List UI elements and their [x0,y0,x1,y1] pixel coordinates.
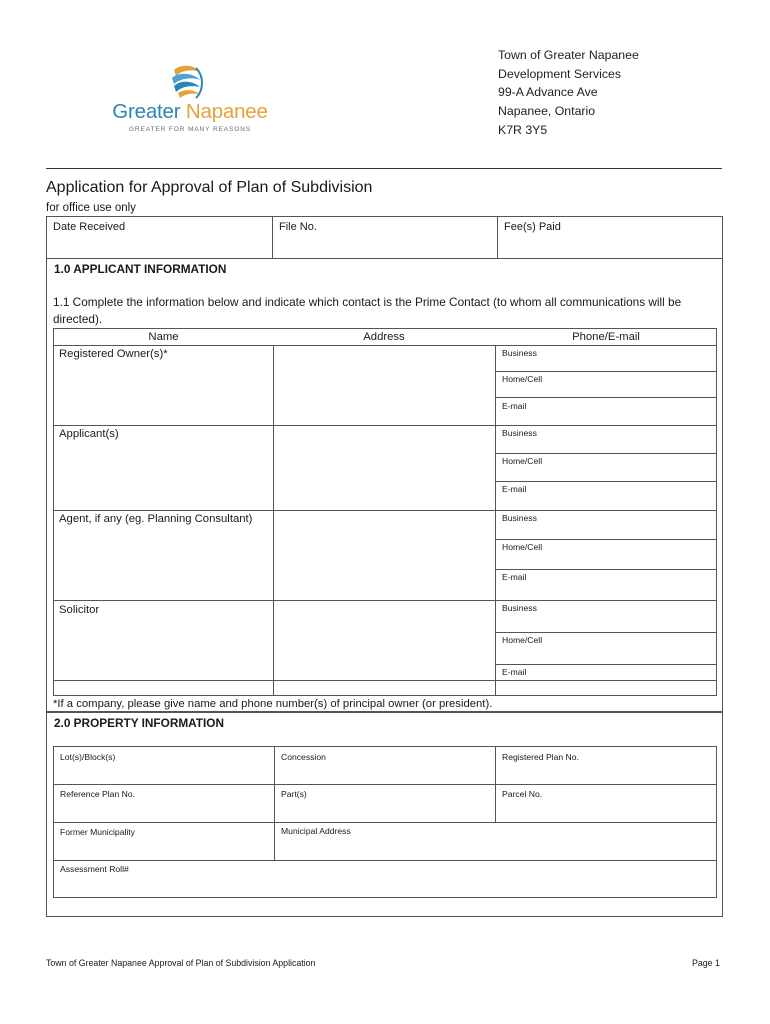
office-use-table [46,216,723,259]
sub-row-divider [495,632,717,633]
business-phone-field[interactable]: Business [502,428,537,438]
email-field[interactable]: E-mail [502,401,527,411]
file-no-field[interactable] [273,217,498,258]
business-phone-field[interactable]: Business [502,513,537,523]
fees-paid-field[interactable] [498,217,722,258]
address-line: Development Services [498,66,622,81]
sub-row-divider [495,539,717,540]
owner-address-field[interactable] [274,346,495,425]
row-divider [54,784,717,785]
sub-row-divider [495,453,717,454]
column-header-address: Address [363,331,405,343]
contact-label-owner: Registered Owner(s)* [59,348,168,360]
header-divider [46,168,722,169]
business-phone-field[interactable]: Business [502,603,537,613]
reference-plan-field[interactable]: Reference Plan No. [60,789,135,799]
field-label: Date Received [53,221,126,233]
sub-row-divider [495,397,717,398]
field-label: File No. [279,221,317,233]
former-municipality-field[interactable]: Former Municipality [60,827,135,837]
home-cell-field[interactable]: Home/Cell [502,456,543,466]
section-heading-applicant: 1.0 APPLICANT INFORMATION [54,262,227,276]
contact-label-applicant: Applicant(s) [59,428,119,440]
column-header-phone-email: Phone/E-mail [572,331,640,343]
section-heading-property: 2.0 PROPERTY INFORMATION [54,716,224,730]
row-divider [54,860,717,861]
logo-tagline: GREATER FOR MANY REASONS [128,126,252,133]
assessment-roll-field[interactable]: Assessment Roll# [60,864,129,874]
registered-plan-field[interactable]: Registered Plan No. [502,752,579,762]
municipal-address-field[interactable]: Municipal Address [281,826,351,836]
solicitor-address-field[interactable] [274,601,495,680]
page-number: Page 1 [692,958,720,968]
email-field[interactable]: E-mail [502,572,527,582]
email-field[interactable]: E-mail [502,667,527,677]
email-field[interactable]: E-mail [502,484,527,494]
sub-row-divider [495,664,717,665]
section-instructions: 1.1 Complete the information below and indicate which contact is the Prime Contact (to whom all communications will be directed). [53,295,682,326]
home-cell-field[interactable]: Home/Cell [502,635,543,645]
sub-row-divider [495,371,717,372]
row-divider [54,680,717,681]
town-logo [104,62,276,140]
owner-name-field[interactable] [54,346,273,425]
address-block [498,46,639,140]
home-cell-field[interactable]: Home/Cell [502,542,543,552]
address-line: K7R 3Y5 [498,122,548,137]
field-label: Fee(s) Paid [504,221,561,233]
concession-field[interactable]: Concession [281,752,326,762]
logo-word-greater: Greater [112,100,181,123]
page-title: Application for Approval of Plan of Subdivision [46,179,373,196]
address-line: Napanee, Ontario [498,104,596,119]
logo-wordmark [104,100,276,124]
row-divider [54,822,717,823]
parts-field[interactable]: Part(s) [281,789,307,799]
agent-address-field[interactable] [274,511,495,600]
address-line: Town of Greater Napanee [498,48,639,62]
sub-row-divider [495,481,717,482]
wave-sun-icon [166,62,208,104]
logo-word-napanee: Napanee [185,100,268,123]
applicant-address-field[interactable] [274,426,495,510]
contact-label-agent: Agent, if any (eg. Planning Consultant) [59,513,253,525]
date-received-field[interactable] [47,217,273,258]
sub-row-divider [495,569,717,570]
column-divider [495,747,496,822]
column-divider [274,747,275,860]
address-line: 99-A Advance Ave [498,85,598,100]
lot-block-field[interactable]: Lot(s)/Block(s) [60,752,116,762]
parcel-no-field[interactable]: Parcel No. [502,789,543,799]
home-cell-field[interactable]: Home/Cell [502,374,543,384]
contact-table [53,328,717,696]
column-header-name: Name [148,331,179,343]
company-footnote: *If a company, please give name and phone number(s) of principal owner (or president). [53,698,493,710]
footer-title: Town of Greater Napanee Approval of Plan of Subdivision Application [46,958,316,968]
contact-label-solicitor: Solicitor [59,604,100,616]
property-table [53,746,717,898]
business-phone-field[interactable]: Business [502,348,537,358]
office-use-label: for office use only [46,202,136,214]
